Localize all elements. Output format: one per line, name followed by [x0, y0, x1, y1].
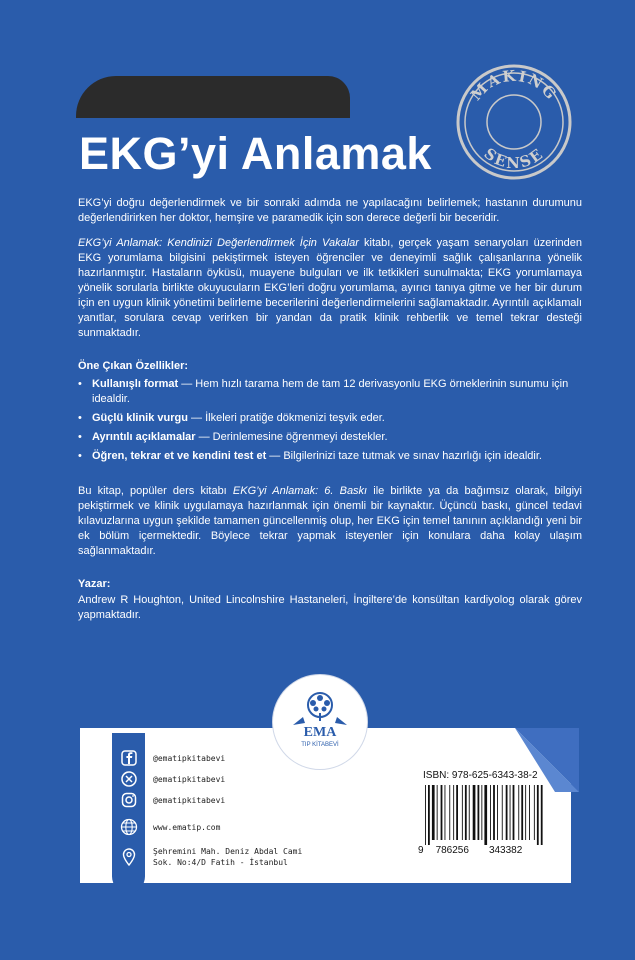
facebook-icon	[112, 750, 145, 766]
barcode-bar	[428, 785, 430, 845]
contact-facebook[interactable]	[112, 748, 225, 768]
bullet-icon: •	[78, 412, 82, 424]
book-title: EKG’yi Anlamak	[79, 128, 432, 179]
feature-name: Güçlü klinik vurgu	[92, 412, 188, 424]
logo-brand: EMA	[303, 725, 337, 740]
feature-name: Ayrıntılı açıklamalar	[92, 431, 196, 443]
barcode-bar	[521, 785, 523, 840]
features-list	[78, 377, 582, 464]
contact-text: @ematipkitabevi	[153, 774, 226, 784]
companion-text-end: ile birlikte ya da bağımsız olarak, bilgiyi pekiştirmek ve klinik uygulamaya hazırlanmak için önemli bir kaynaktır. Üçüncü baskı, güncel tedavi kılavuzlarına uygun şekilde tamamen güncellenmiş olup, her EKG için temel tanının açıklandığı yeni bir ek bölüm içermektedir. Böylece tekrar yapmak isteyenler için konulara daha kolay ulaşım sağlanmaktadır.	[78, 485, 582, 557]
barcode-bar	[510, 785, 511, 840]
feature-item	[78, 377, 582, 407]
feature-name: Kullanışlı format	[92, 378, 179, 390]
ema-logo	[273, 675, 367, 769]
companion-text-start: Bu kitap, popüler ders kitabı	[78, 485, 233, 497]
barcode-digits	[418, 845, 522, 856]
feature-desc: — Hem hızlı tarama hem de tam 12 derivasyonlu EKG örneklerinin sunumu için idealdir.	[92, 378, 569, 405]
intro-paragraph: EKG’yi doğru değerlendirmek ve bir sonraki adımda ne yapılacağını belirlemek; hastanın durumunu değerlendirirken her doktor, hemşire ve paramedik için son derece değerli bir beceridir.	[78, 197, 582, 224]
barcode-bar	[493, 785, 495, 840]
feature-item	[78, 430, 582, 445]
feature-desc: — Bilgilerinizi taze tutmak ve sınav hazırlığı için idealdir.	[266, 450, 542, 462]
feature-item	[78, 411, 582, 426]
barcode-bar	[462, 785, 463, 840]
stamp-top-text: MAKING	[467, 66, 562, 105]
barcode-digit-group: 9	[418, 845, 424, 856]
contact-address	[112, 842, 323, 872]
isbn-number: ISBN: 978-625-6343-38-2	[423, 770, 538, 781]
stamp-bottom-text: SENSE	[480, 144, 548, 172]
barcode-bar	[506, 785, 508, 840]
description-paragraph	[78, 236, 582, 341]
companion-book-title: EKG’yi Anlamak: 6. Baskı	[232, 485, 368, 497]
barcode-bar	[513, 785, 515, 840]
barcode-bar	[465, 785, 467, 840]
feature-desc: — İlkeleri pratiğe dökmenizi teşvik eder.	[187, 412, 385, 424]
contact-text: Şehremini Mah. Deniz Abdal Cami Sok. No:4/D Fatih - İstanbul	[153, 847, 303, 867]
barcode-bar	[525, 785, 526, 840]
contact-instagram[interactable]	[112, 790, 225, 810]
barcode-digit-group: 786256	[435, 845, 469, 856]
barcode-bar	[432, 785, 435, 840]
barcode-bar	[518, 785, 519, 840]
contact-text: @ematipkitabevi	[153, 795, 226, 805]
logo-subtitle: TIP KİTABEVİ	[301, 742, 339, 748]
bullet-icon: •	[78, 450, 82, 462]
barcode	[423, 785, 568, 845]
barcode-bar	[537, 785, 539, 845]
barcode-bar	[490, 785, 491, 840]
svg-text:MAKING	[467, 67, 561, 105]
description-text: kitabı, gerçek yaşam senaryoları üzerinden EKG yorumlama bilgisini pekiştirmek isteyen öğrenciler ve deneyimli sağlık çalışanlarına yönelik hazırlanmıştır. Hastaların öyküsü, muayene bulguları ve ilk tetkikleri sunulmakta; EKG yorumlamaya yönelik sorularla birlikte okuyucuların EKG’leri doğru yorumlama, ayırıcı tanıya gitme ve her bir durum için en uygun klinik yönetimi belirleme becerilerini değerlendirmelerini sağlamaktadır. Ayrıntılı açıklamalı yanıtlar, sorulara cevap verirken bir yandan da pratik klinik rehberlik ve temel tekrar desteği sunmaktadır.	[78, 237, 582, 339]
barcode-bar	[478, 785, 480, 840]
barcode-bar	[441, 785, 443, 840]
making-sense-stamp	[455, 63, 573, 181]
globe-icon	[112, 818, 145, 836]
companion-paragraph	[78, 484, 582, 559]
barcode-bar	[456, 785, 458, 840]
barcode-bar	[497, 785, 498, 840]
barcode-bar	[437, 785, 438, 840]
barcode-bar	[453, 785, 454, 840]
contact-website[interactable]	[112, 817, 220, 837]
features-title: Öne Çıkan Özellikler:	[78, 360, 189, 372]
barcode-bar	[534, 785, 535, 840]
barcode-bar	[481, 785, 482, 840]
back-cover-text	[78, 196, 582, 633]
barcode-bar	[469, 785, 470, 840]
contact-text: @ematipkitabevi	[153, 753, 226, 763]
location-icon	[112, 848, 145, 866]
author-label: Yazar:	[78, 578, 111, 590]
contact-text: www.ematip.com	[153, 822, 221, 832]
tree-icon	[275, 677, 365, 767]
x-icon	[112, 771, 145, 787]
barcode-bar	[484, 785, 487, 845]
barcode-bar	[425, 785, 426, 845]
bullet-icon: •	[78, 378, 82, 390]
contact-x[interactable]	[112, 769, 225, 789]
book-subtitle-italic: EKG’yi Anlamak: Kendinizi Değerlendirmek İçin Vakalar	[78, 237, 359, 249]
barcode-digit-group: 343382	[488, 845, 523, 856]
feature-desc: — Derinlemesine öğrenmeyi destekler.	[195, 431, 388, 443]
top-dark-banner	[76, 76, 350, 118]
barcode-bar	[449, 785, 450, 840]
barcode-bar	[502, 785, 503, 840]
feature-name: Öğren, tekrar et ve kendini test et	[92, 450, 267, 462]
bullet-icon: •	[78, 431, 82, 443]
author-bio: Andrew R Houghton, United Lincolnshire Hastaneleri, İngiltere’de konsültan kardiyolog olarak görev yapmaktadır.	[78, 594, 582, 621]
barcode-bar	[541, 785, 543, 845]
barcode-bar	[445, 785, 446, 840]
instagram-icon	[112, 792, 145, 808]
corner-fold-decoration	[515, 728, 579, 792]
barcode-bar	[529, 785, 530, 840]
barcode-bar	[473, 785, 476, 840]
feature-item	[78, 449, 582, 464]
